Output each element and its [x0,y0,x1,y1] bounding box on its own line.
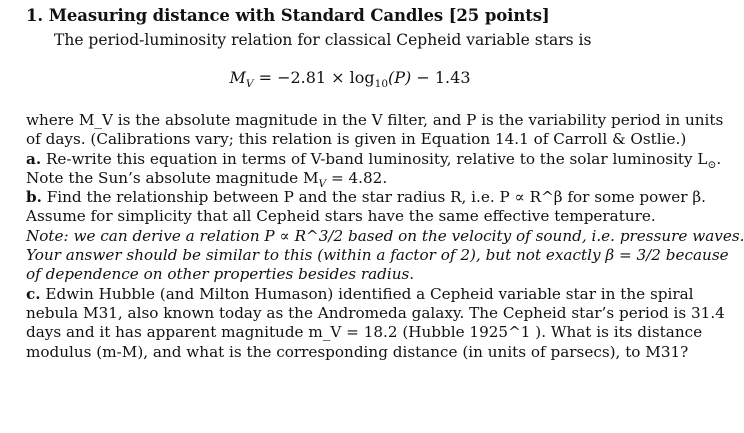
part-c-line-2: nebula M31, also known today as the Andromeda galaxy. The Cepheid star’s period is 31.4 [26,303,725,322]
part-a-text-3: = 4.82. [326,168,388,187]
part-a-text-2: Note the Sun’s absolute magnitude M [26,168,319,187]
problem-points: [25 points] [448,6,550,25]
equation-argument: (P) [388,68,412,87]
part-b-note-line-1: Note: we can derive a relation P ∝ R^3/2 based on the velocity of sound, i.e. pressure waves. [26,226,744,245]
problem-title: Measuring distance with Standard Candles [48,6,444,25]
part-c-line-4: modulus (m-M), and what is the corresponding distance (in units of parsecs), to M31? [26,342,689,361]
problem-body [26,111,744,362]
equation-coefficient: = −2.81 × log [253,68,375,87]
part-a-label: a. [26,149,42,168]
part-c-label: c. [26,284,41,303]
part-b-note-line-3: of dependence on other properties besides radius. [26,265,415,284]
intro-text: The period-luminosity relation for classical Cepheid variable stars is [54,31,592,49]
problem-number: 1. [26,6,44,25]
equation-lhs-subscript: V [245,78,254,91]
part-a-text-1: Re-write this equation in terms of V-band luminosity, relative to the solar luminosity L [45,149,708,168]
part-b-label: b. [26,188,42,207]
equation-lhs-symbol: M [229,68,246,87]
part-b-note-line-2: Your answer should be similar to this (within a factor of 2), but not exactly β = 3/2 because [26,246,729,265]
part-a-subscript: V [318,177,327,190]
part-a-line-2 [26,169,676,188]
sun-symbol-icon: ⊙ [707,158,717,171]
part-b-line-1 [26,188,706,207]
period-luminosity-equation [0,68,700,91]
part-c-line-3: days and it has apparent magnitude m_V = 18.2 (Hubble 1925^1 ). What is its distance [26,323,703,342]
part-b-text-1: Find the relationship between P and the star radius R, i.e. P ∝ R^β for some power β. [46,188,706,207]
definitions-line-1: where M_V is the absolute magnitude in the V filter, and P is the variability period in units [26,111,724,129]
equation-constant: − 1.43 [411,68,471,87]
part-c-text-1: Edwin Hubble (and Milton Humason) identified a Cepheid variable star in the spiral [45,284,694,303]
part-b-line-2: Assume for simplicity that all Cepheid stars have the same effective temperature. [26,207,656,226]
part-a-line-1: a. Re-write this equation in terms of V-band luminosity, relative to the solar luminosity $L_⊙$. [26,149,722,171]
part-c-line-1 [26,284,694,304]
equation-log-base: 10 [374,78,389,91]
definitions-line-2: of days. (Calibrations vary; this relation is given in Equation 14.1 of Carroll & Ostlie.) [26,130,687,149]
problem-heading [26,6,550,25]
